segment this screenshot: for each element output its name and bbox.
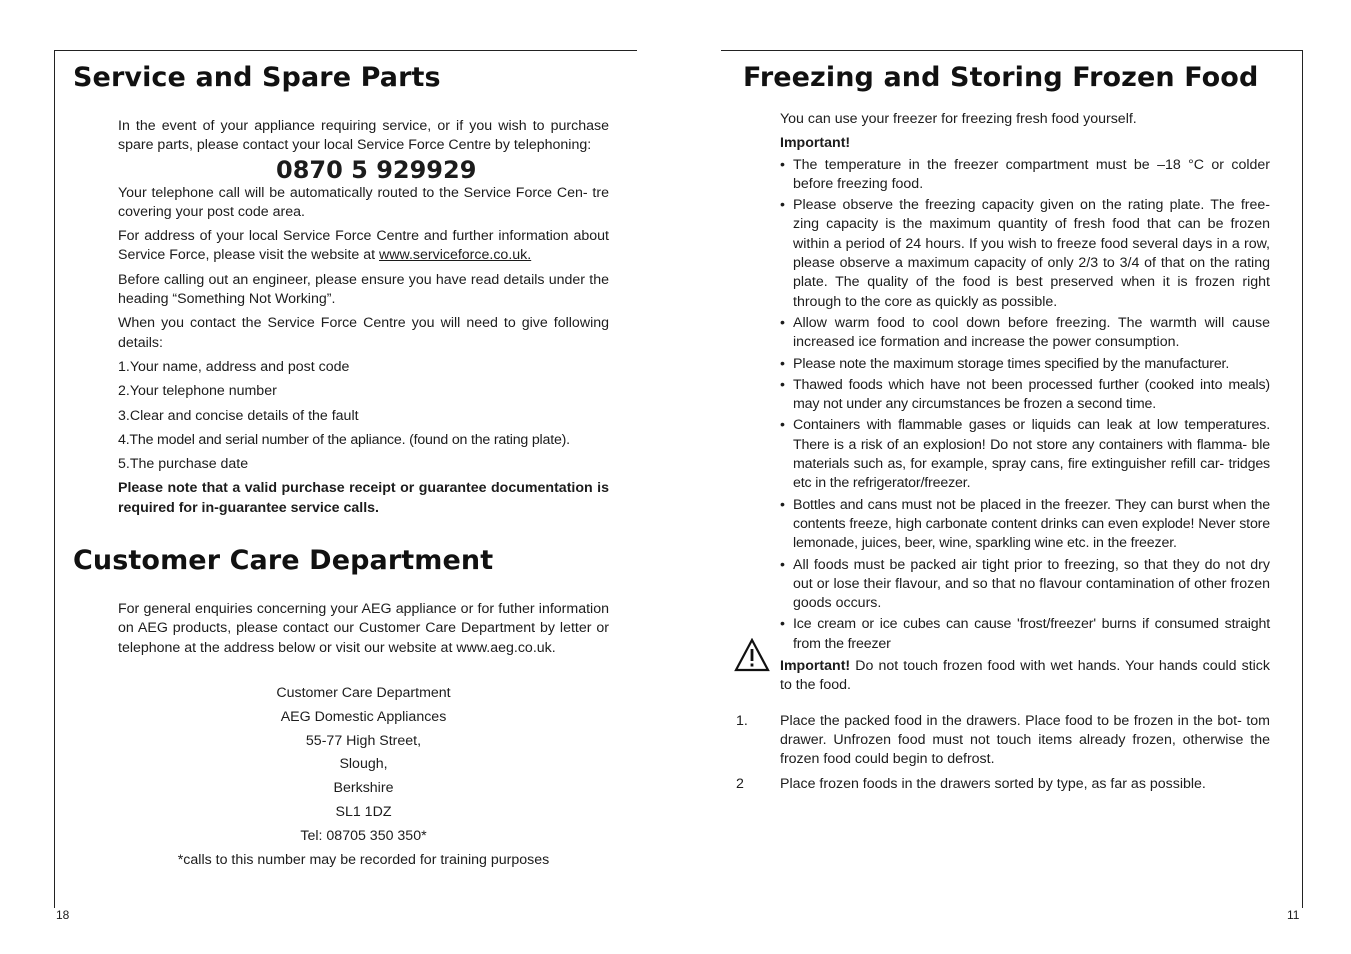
service-p4: When you contact the Service Force Centre you will need to give following details: [118,315,609,351]
address-line: Customer Care Department [276,685,451,701]
step-text: Place the packed food in the drawers. Place food to be frozen in the bot- tom drawer. Unfrozen food must not touch items already frozen, otherwise the frozen food could begin to defrost. [780,712,1270,768]
details-item-3: 3.Clear and concise details of the fault [118,407,359,424]
freezing-section [736,110,1270,799]
page-number-right: 11 [1287,908,1300,922]
step-text: Place frozen foods in the drawers sorted by type, as far as possible. [780,775,1206,792]
step-item [736,712,1270,770]
service-intro: In the event of your appliance requiring service, or if you wish to purchase spare parts, please contact your local Service Force Centre by telephoning: [118,118,609,154]
step-number: 2 [736,775,744,792]
steps-list [736,712,1270,794]
service-phone-number: 0870 5 929929 [276,155,477,184]
bullet-item: • All foods must be packed air tight prior to freezing, so that they do not dry out or lose their flavour, and so that no flavour contamination of other frozen goods occurs. [780,556,1270,614]
details-item-4: 4.The model and serial number of the apliance. (found on the rating plate). [118,431,570,448]
address-line: 55-77 High Street, [305,732,422,749]
address-block [118,682,609,872]
address-line: Berkshire [333,780,394,797]
address-line: AEG Domestic Appliances [280,708,447,725]
right-side-rule [1302,50,1303,908]
bullet-item: • Containers with flammable gases or liquids can leak at low temperatures. There is a risk of an explosion! Do not store any containers with flamma- ble materials such as, for example, spray cans, fire extinguisher refill car- tridges etc in the refrigerator/freezer. [780,416,1270,493]
right-top-rule [721,50,1303,51]
freezing-intro: You can use your freezer for freezing fresh food yourself. [780,111,1137,127]
bullet-item: • Thawed foods which have not been processed further (cooked into meals) may not under any circumstances be frozen a second time. [780,376,1270,415]
freezing-bullets [780,156,1270,654]
service-p2: For address of your local Service Force Centre and further information about Service Force, please visit the website at www.serviceforce.co.uk. [118,228,609,264]
address-line: Slough, [339,756,388,773]
bullet-item: • Bottles and cans must not be placed in the freezer. They can burst when the contents freeze, high carbonate content drinks can even explode! Never store lemonade, juices, beer, wine, sparkling wine etc. in the freezer. [780,496,1270,554]
customer-care-heading: Customer Care Department [73,545,494,576]
important-label: Important! [780,135,851,152]
left-top-rule [54,50,637,51]
step-number: 1. [736,712,748,729]
details-item-1: 1.Your name, address and post code [118,358,350,375]
service-section [118,117,609,523]
bullet-item: • Please observe the freezing capacity given on the rating plate. The free- zing capacity is the maximum quantity of fresh food that can be frozen within a period of 24 hours. If you wish to freeze food several days in a row, please observe a maximum capacity of only 2/3 to 3/4 of that on the rating plate. The quality of the food is best preserved when it is frozen right through to the core as quickly as possible. [780,196,1270,312]
service-p3: Before calling out an engineer, please ensure you have read details under the heading “Something Not Working”. [118,271,609,308]
service-heading: Service and Spare Parts [73,62,441,93]
bullet-item: • Allow warm food to cool down before freezing. The warmth will cause increased ice formation and increase the power consumption. [780,314,1270,353]
freezing-heading: Freezing and Storing Frozen Food [743,62,1259,93]
address-line: SL1 1DZ [335,803,392,820]
details-item-2: 2.Your telephone number [118,383,277,400]
guarantee-note: Please note that a valid purchase receipt or guarantee documentation is required for in-guarantee service calls. [118,480,609,516]
details-item-5: 5.The purchase date [118,456,249,473]
service-p1: Your telephone call will be automatically routed to the Service Force Cen- tre covering your post code area. [118,184,609,220]
bullet-item: • The temperature in the freezer compartment must be –18 °C or colder before freezing food. [780,156,1270,195]
warning-text: Do not touch frozen food with wet hands. Your hands could stick to the food. [780,658,1270,694]
customer-care-section [118,600,609,663]
address-footnote: *calls to this number may be recorded for training purposes [177,851,550,868]
step-item [736,775,1270,794]
bullet-item: • Ice cream or ice cubes can cause 'frost/freezer' burns if consumed straight from the freezer [780,615,1270,654]
customer-care-text: For general enquiries concerning your AEG appliance or for futher information on AEG products, please contact our Customer Care Department by letter or telephone at the address below or visit our website at www.aeg.co.uk. [118,601,609,656]
warning-triangle-icon [734,638,770,672]
bullet-item: • Please note the maximum storage times specified by the manufacturer. [780,355,1270,374]
address-telephone: Tel: 08705 350 350* [300,827,427,844]
page-number-left: 18 [56,908,70,922]
warning-paragraph [780,657,1270,696]
warning-label: Important! [780,658,851,675]
serviceforce-link[interactable]: www.serviceforce.co.uk. [379,247,532,264]
left-side-rule [54,50,55,908]
